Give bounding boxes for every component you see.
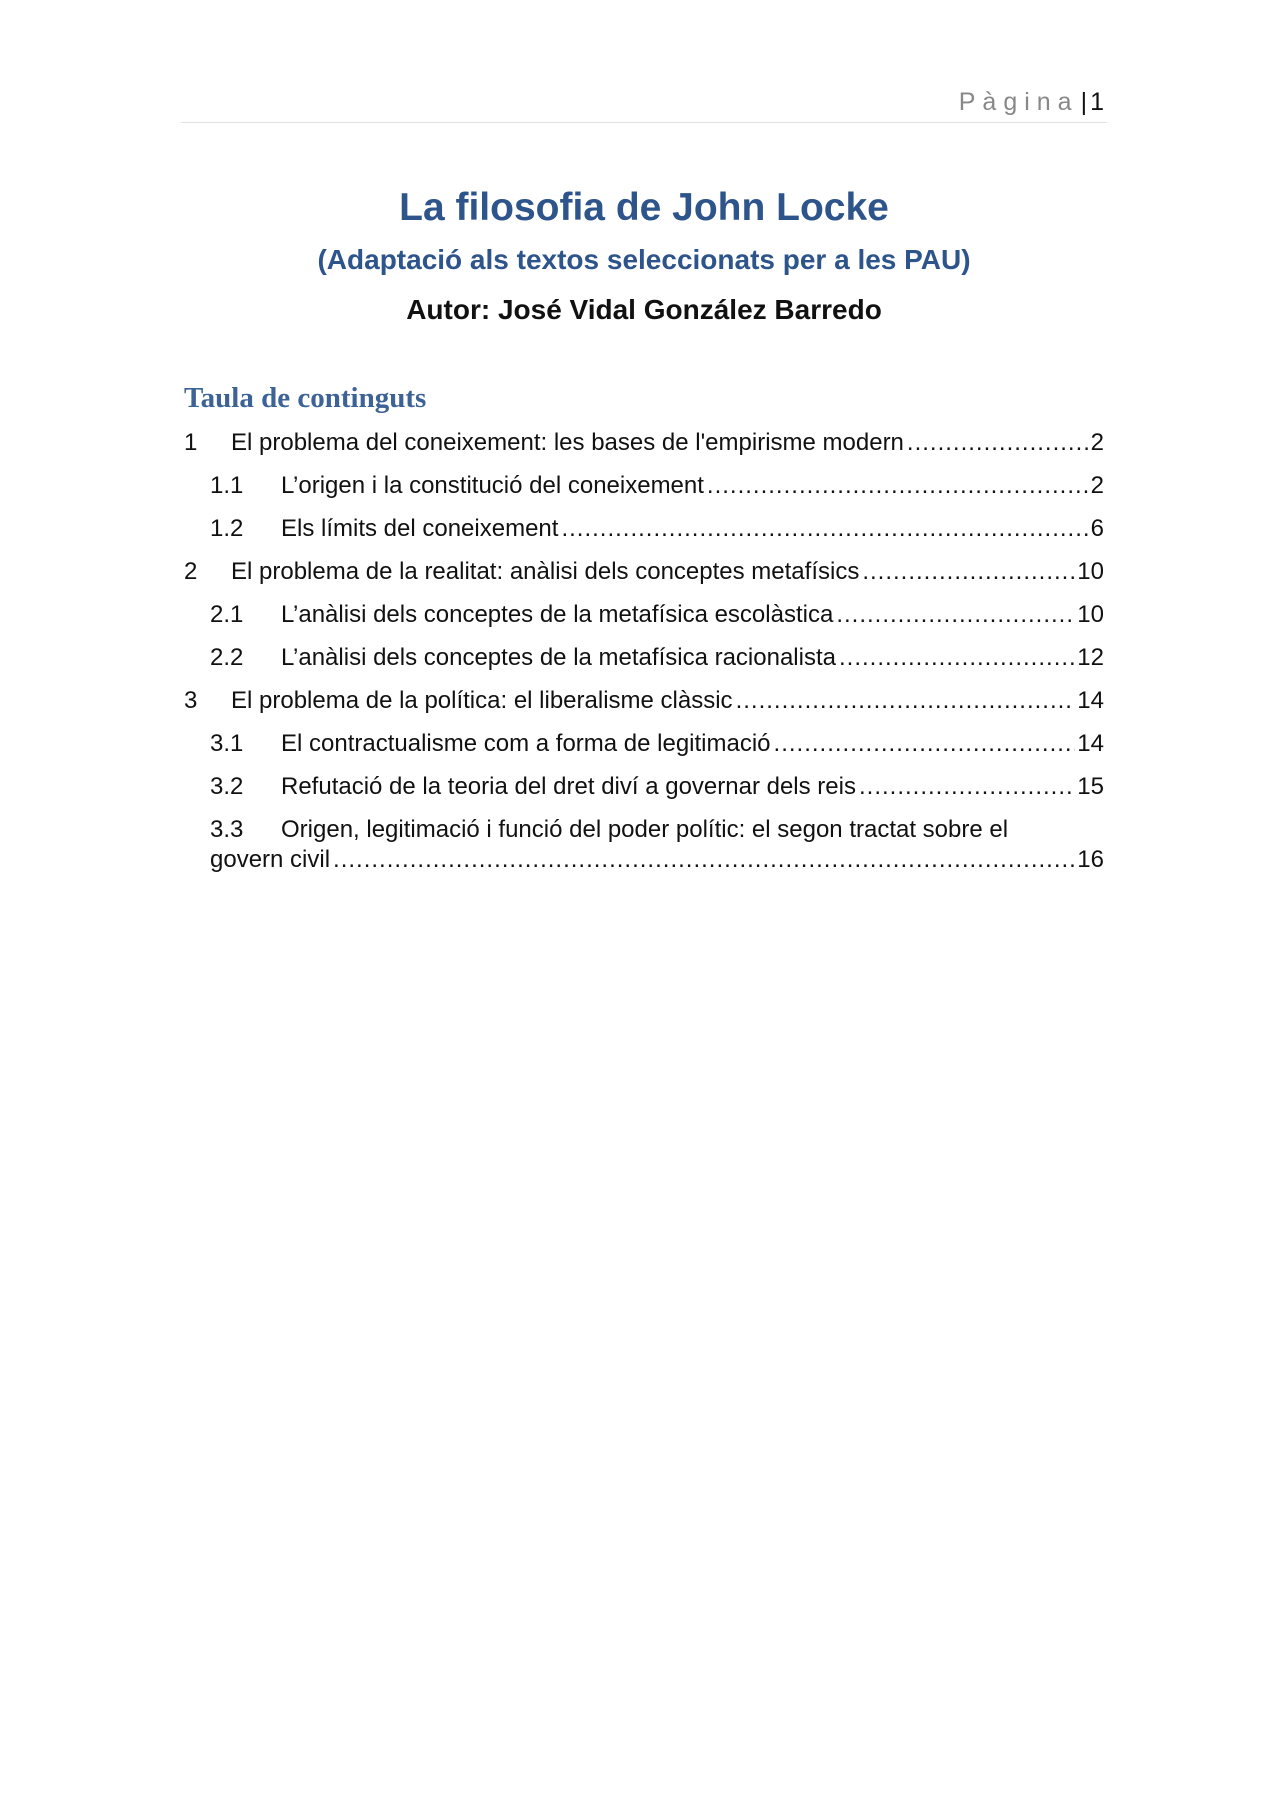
page-number-value: 1: [1090, 88, 1104, 116]
toc-leader-dots: [736, 686, 1076, 716]
table-of-contents: [184, 428, 1104, 875]
toc-entry-page: 10: [1077, 601, 1104, 628]
toc-entry-text: Origen, legitimació i funció del poder polític: el segon tractat sobre el: [281, 816, 1009, 843]
toc-entry-page: 15: [1077, 773, 1104, 800]
toc-entry-text: L’origen i la constitució del coneixement: [281, 472, 704, 499]
toc-leader-dots: [836, 600, 1075, 630]
toc-entry-number: 3.1: [210, 730, 244, 757]
document-subtitle: (Adaptació als textos seleccionats per a les PAU): [317, 244, 971, 275]
toc-leader-dots: [839, 643, 1075, 673]
toc-entry-page: 10: [1077, 558, 1104, 585]
document-author: Autor: José Vidal González Barredo: [406, 294, 882, 325]
toc-entry-1-2[interactable]: [184, 514, 1104, 557]
toc-entry-number: 2.1: [210, 601, 244, 628]
toc-entry-text: El problema del coneixement: les bases de l'empirisme modern: [231, 429, 904, 456]
page-header: [181, 84, 1107, 123]
toc-entry-text: El contractualisme com a forma de legitimació: [281, 730, 771, 757]
toc-entry-text: El problema de la realitat: anàlisi dels conceptes metafísics: [231, 558, 860, 585]
toc-entry-number: 1.1: [210, 472, 244, 499]
page-number: [959, 88, 1104, 116]
toc-entry-2-2[interactable]: [184, 643, 1104, 686]
toc-entry-page: 2: [1090, 429, 1104, 456]
toc-leader-dots: [862, 557, 1075, 587]
page-label: Pàgina: [958, 88, 1079, 116]
toc-entry-page: 14: [1077, 730, 1104, 757]
toc-entry-page: 6: [1090, 515, 1104, 542]
toc-entry-number: 3.2: [210, 773, 244, 800]
toc-entry-number: 3.3: [210, 816, 244, 843]
toc-entry-3-3[interactable]: [184, 815, 1104, 875]
toc-entry-text: Els límits del coneixement: [281, 515, 559, 542]
toc-entry-line: [210, 845, 1104, 875]
toc-heading: Taula de continguts: [184, 382, 427, 414]
page-separator: |: [1080, 88, 1088, 116]
toc-entry-text: El problema de la política: el liberalisme clàssic: [231, 687, 733, 714]
toc-entry-number: 1.2: [210, 515, 244, 542]
toc-leader-dots: [907, 428, 1089, 458]
toc-entry-page: 2: [1090, 472, 1104, 499]
document-title: La filosofia de John Locke: [399, 186, 889, 229]
toc-entry-3-2[interactable]: [184, 772, 1104, 815]
toc-entry-number: 2.2: [210, 644, 244, 671]
toc-entry-text: Refutació de la teoria del dret diví a governar dels reis: [281, 773, 856, 800]
toc-entry-3-1[interactable]: [184, 729, 1104, 772]
toc-entry-3[interactable]: [184, 686, 1104, 729]
toc-entry-line: [210, 815, 1104, 845]
toc-entry-text: L’anàlisi dels conceptes de la metafísica escolàstica: [281, 601, 834, 628]
toc-entry-page: 12: [1077, 644, 1104, 671]
toc-entry-text-continued: govern civil: [210, 846, 331, 873]
toc-entry-page: 16: [1077, 846, 1104, 873]
toc-entry-number: 1: [184, 429, 198, 456]
toc-entry-2-1[interactable]: [184, 600, 1104, 643]
toc-entry-number: 2: [184, 558, 198, 585]
toc-entry-text: L’anàlisi dels conceptes de la metafísica racionalista: [281, 644, 836, 671]
toc-entry-number: 3: [184, 687, 198, 714]
toc-entry-page: 14: [1077, 687, 1104, 714]
toc-entry-1-1[interactable]: [184, 471, 1104, 514]
toc-entry-2[interactable]: [184, 557, 1104, 600]
toc-leader-dots: [774, 729, 1076, 759]
toc-leader-dots: [561, 514, 1088, 544]
toc-leader-dots: [333, 845, 1075, 875]
toc-leader-dots: [707, 471, 1089, 501]
toc-leader-dots: [859, 772, 1075, 802]
toc-entry-1[interactable]: [184, 428, 1104, 471]
